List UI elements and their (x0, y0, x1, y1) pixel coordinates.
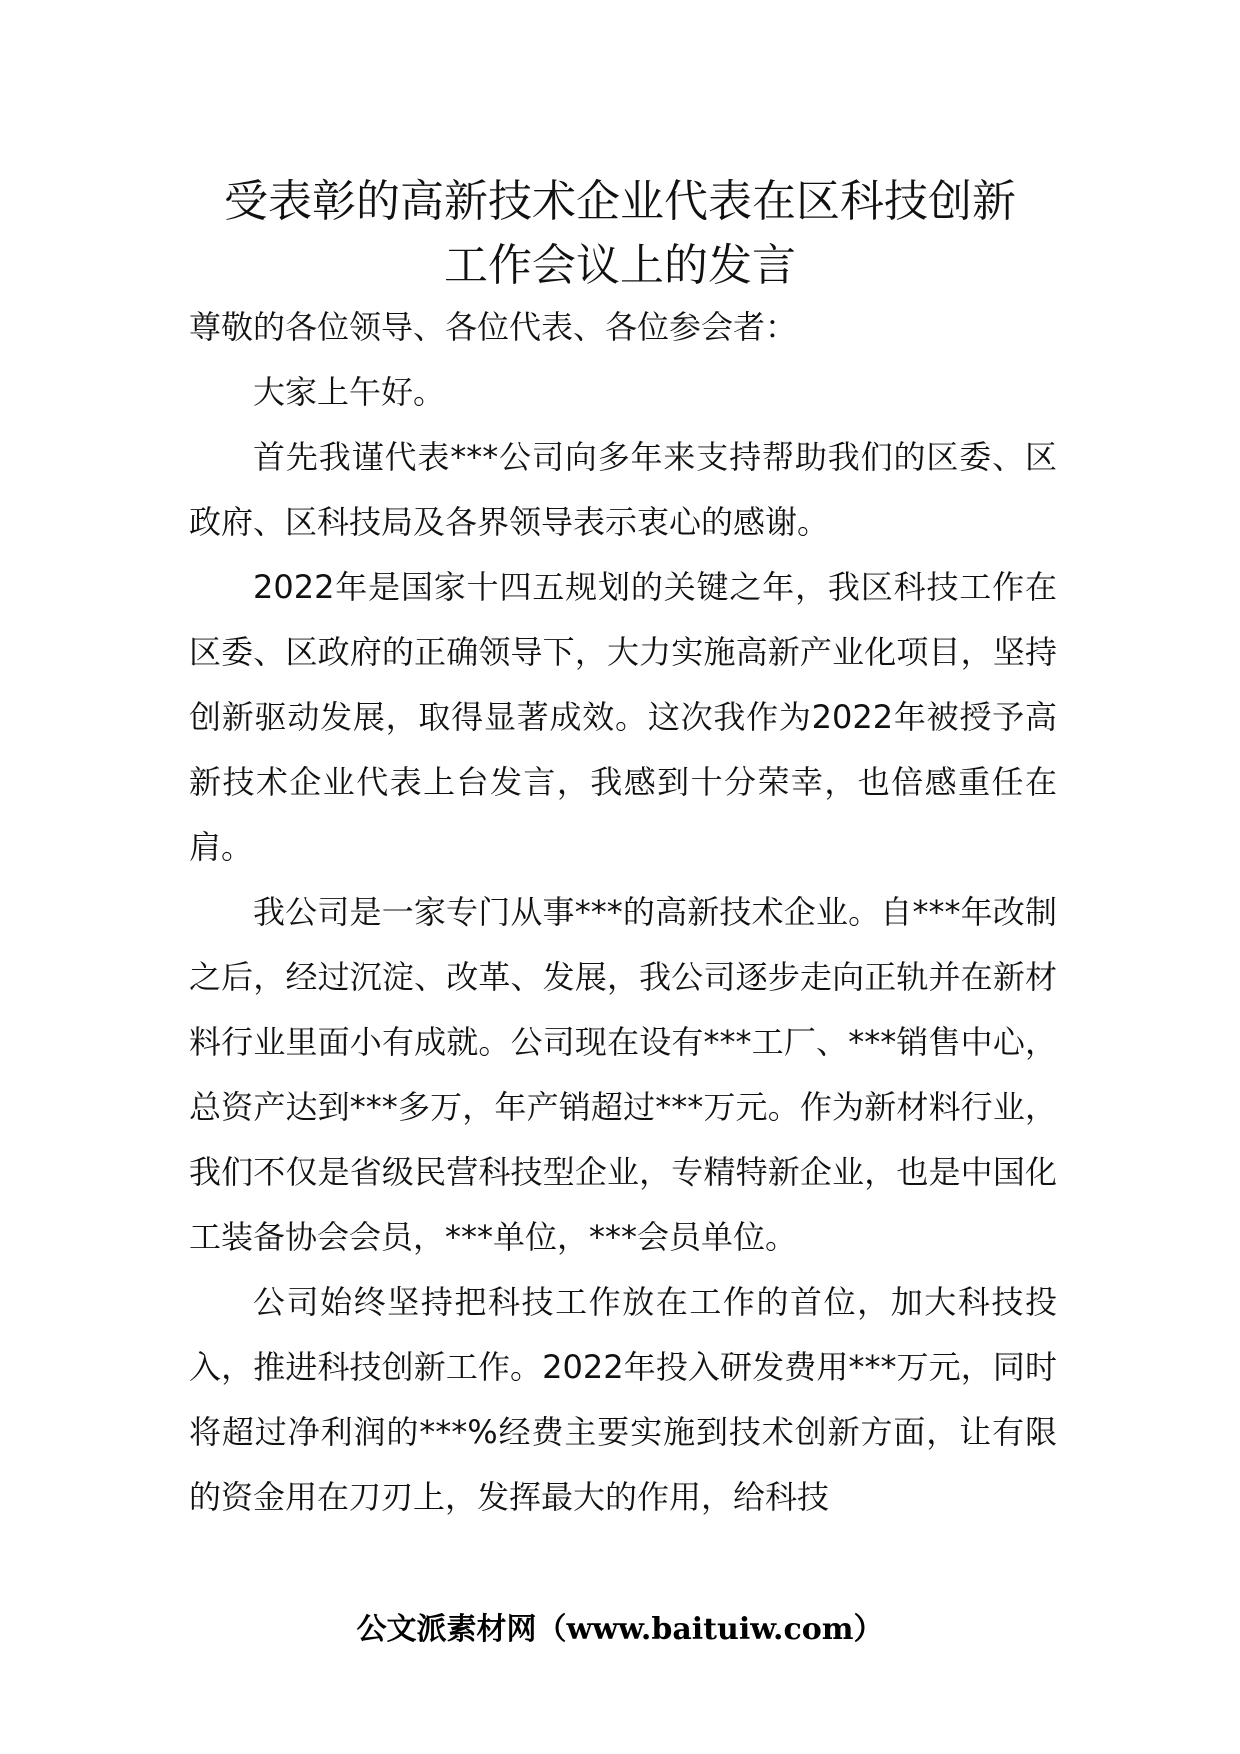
footer-watermark: 公文派素材网（www.baituiw.com） (356, 1612, 884, 1647)
document-body (189, 295, 1057, 1530)
paragraph-thanks: 首先我谨代表***公司向多年来支持帮助我们的区委、区政府、区科技局及各界领导表示衷心的感谢。 (189, 438, 1057, 541)
paragraph-rd-investment: 公司始终坚持把科技工作放在工作的首位，加大科技投入，推进科技创新工作。2022年投入研发费用***万元，同时将超过净利润的***%经费主要实施到技术创新方面，让有限的资金用在刀刃上，发挥最大的作用，给科技 (189, 1283, 1057, 1516)
paragraph-greeting: 大家上午好。 (253, 373, 446, 411)
paragraph-2022-overview: 2022年是国家十四五规划的关键之年，我区科技工作在区委、区政府的正确领导下，大力实施高新产业化项目，坚持创新驱动发展，取得显著成效。这次我作为2022年被授予高新技术企业代表上台发言，我感到十分荣幸，也倍感重任在肩。 (189, 568, 1057, 866)
document-title-line-1: 受表彰的高新技术企业代表在区科技创新 (224, 176, 1016, 227)
salutation: 尊敬的各位领导、各位代表、各位参会者： (189, 308, 798, 346)
paragraph-company-intro: 我公司是一家专门从事***的高新技术企业。自***年改制之后，经过沉淀、改革、发展，我公司逐步走向正轨并在新材料行业里面小有成就。公司现在设有***工厂、***销售中心，总资产达到***多万，年产销超过***万元。作为新材料行业，我们不仅是省级民营科技型企业，专精特新企业，也是中国化工装备协会会员，***单位，***会员单位。 (189, 893, 1057, 1256)
document-title-line-2: 工作会议上的发言 (444, 240, 796, 291)
